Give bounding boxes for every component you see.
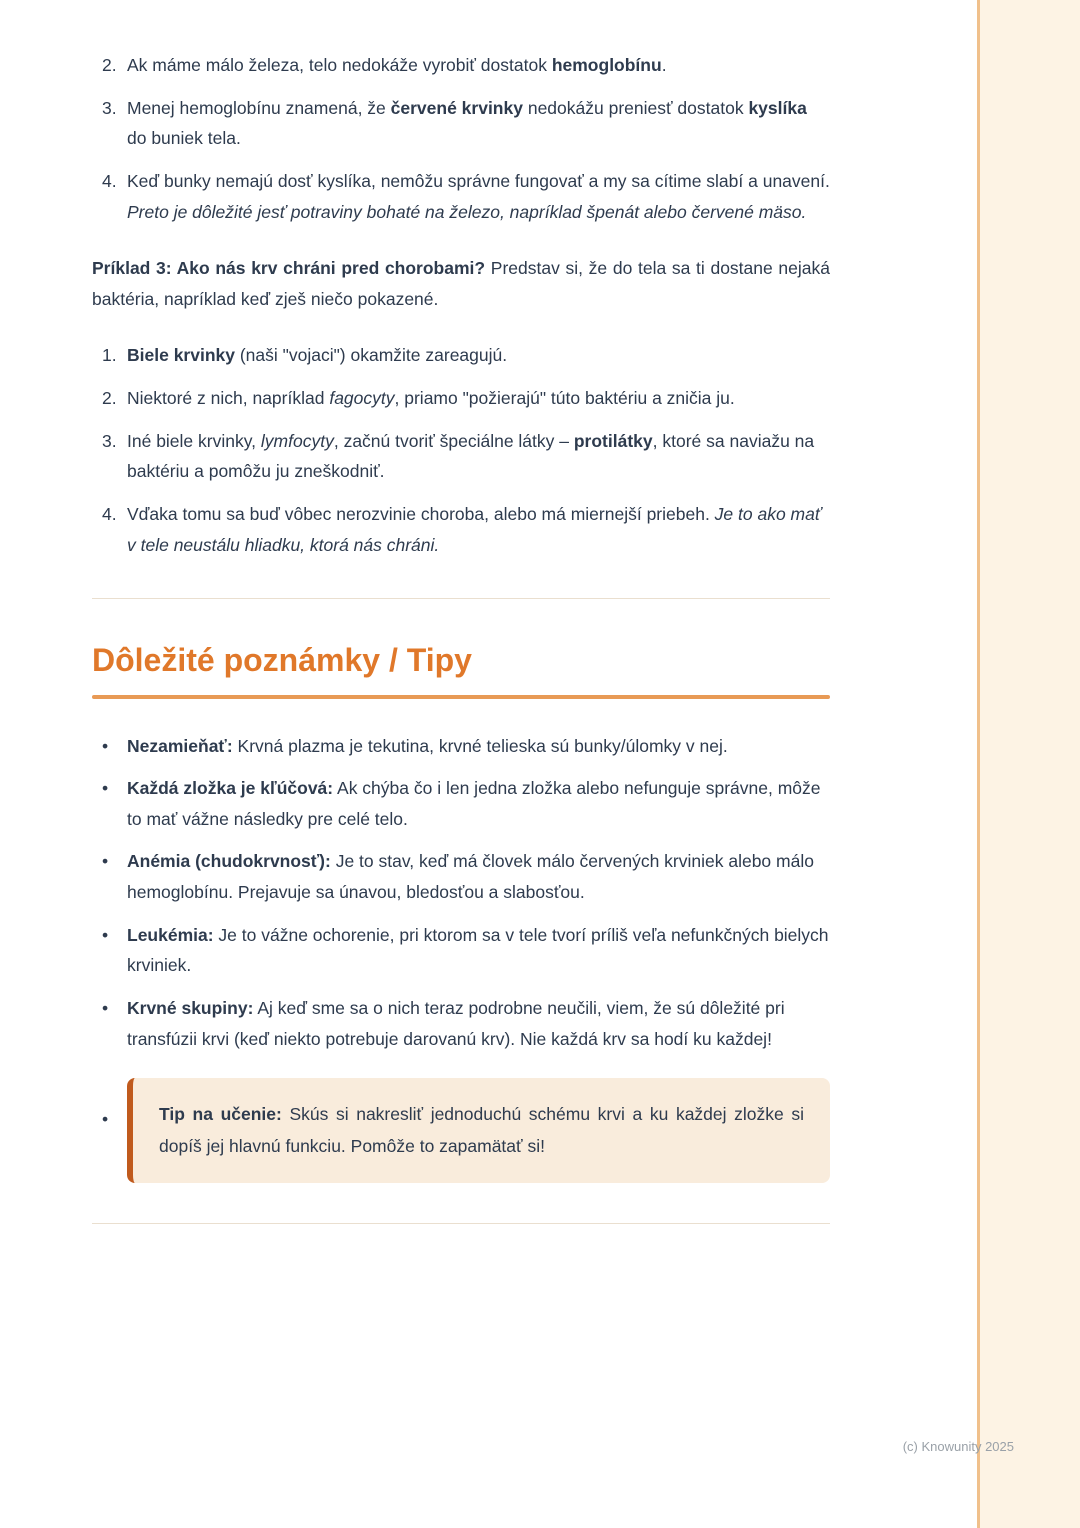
section-heading: Dôležité poznámky / Tipy <box>92 642 472 679</box>
list-item <box>92 93 830 154</box>
list-item-text: Iné biele krvinky, lymfocyty, začnú tvoriť špeciálne látky – protilátky, ktoré sa naviažu na baktériu a pomôžu ju zneškodniť. <box>127 430 815 482</box>
list-item-text: Biele krvinky (naši "vojaci") okamžite zareagujú. <box>127 345 508 366</box>
section-divider <box>92 598 830 599</box>
list-number: 3. <box>102 97 117 118</box>
list-item <box>92 426 830 487</box>
bullet-marker: • <box>102 997 109 1018</box>
list-item <box>92 846 830 907</box>
list-item <box>92 383 830 414</box>
list-item <box>92 340 830 371</box>
bullet-marker: • <box>102 924 109 945</box>
list-number: 2. <box>102 388 117 408</box>
bullet-marker: • <box>102 735 109 756</box>
copyright-footer: (c) Knowunity 2025 <box>902 1439 1014 1454</box>
list-item-text: Anémia (chudokrvnosť): Je to stav, keď má človek málo červených krviniek alebo málo hemoglobínu. Prejavuje sa únavou, bledosťou a slabosťou. <box>127 851 814 903</box>
list-item <box>92 920 830 981</box>
list-item <box>92 50 830 81</box>
list-item-text: Krvné skupiny: Aj keď sme sa o nich teraz podrobne neučili, viem, že sú dôležité pri transfúzii krvi (keď niekto potrebuje darovanú krv). Nie každá krv sa hodí ku každej! <box>127 997 785 1049</box>
list-number: 4. <box>102 170 117 191</box>
bullet-marker: • <box>102 778 109 799</box>
tip-box <box>127 1078 830 1183</box>
example3-paragraph: Príklad 3: Ako nás krv chráni pred chorobami? Predstav si, že do tela sa ti dostane nejaká baktéria, napríklad keď zješ niečo pokazené. <box>92 258 830 309</box>
list-item <box>92 166 830 227</box>
list-item <box>92 993 830 1054</box>
list-number: 3. <box>102 430 117 451</box>
list-item <box>92 731 830 762</box>
heading-underline <box>92 695 830 699</box>
list-item-text: Ak máme málo železa, telo nedokáže vyrobiť dostatok hemoglobínu. <box>127 55 667 75</box>
list-item-text: Menej hemoglobínu znamená, že červené krvinky nedokážu preniesť dostatok kyslíka do buniek tela. <box>127 97 807 149</box>
page-margin-strip <box>977 0 1080 1528</box>
notes-list <box>92 731 830 1055</box>
tip-list-item <box>92 1078 830 1183</box>
list-item-text: Nezamieňať: Krvná plazma je tekutina, krvné telieska sú bunky/úlomky v nej. <box>127 735 728 756</box>
list-item <box>92 499 830 560</box>
tip-text: Tip na učenie: Skús si nakresliť jednoduchú schému krvi a ku každej zložke si dopíš jej hlavnú funkciu. Pomôže to zapamätať si! <box>159 1104 804 1156</box>
list-item-text: Niektoré z nich, napríklad fagocyty, priamo "požierajú" túto baktériu a zničia ju. <box>127 388 735 408</box>
bullet-marker: • <box>102 1109 109 1130</box>
document-content <box>92 0 830 1224</box>
bullet-marker: • <box>102 851 109 872</box>
list-item-text: Keď bunky nemajú dosť kyslíka, nemôžu správne fungovať a my sa cítime slabí a unavení. Preto je dôležité jesť potraviny bohaté na železo, napríklad špenát alebo červené mäso. <box>127 170 830 222</box>
list-number: 2. <box>102 55 117 75</box>
list-number: 4. <box>102 503 117 524</box>
immune-defense-list <box>92 340 830 560</box>
list-item-text: Každá zložka je kľúčová: Ak chýba čo i len jedna zložka alebo nefunguje správne, môže to mať vážne následky pre celé telo. <box>127 778 821 829</box>
section-divider <box>92 1223 830 1224</box>
list-item <box>92 773 830 834</box>
list-number: 1. <box>102 345 117 366</box>
list-item-text: Vďaka tomu sa buď vôbec nerozvinie choroba, alebo má miernejší priebeh. Je to ako mať v tele neustálu hliadku, ktorá nás chráni. <box>127 503 822 555</box>
iron-effects-list <box>92 50 830 227</box>
list-item-text: Leukémia: Je to vážne ochorenie, pri ktorom sa v tele tvorí príliš veľa nefunkčných bielych krviniek. <box>127 924 829 976</box>
